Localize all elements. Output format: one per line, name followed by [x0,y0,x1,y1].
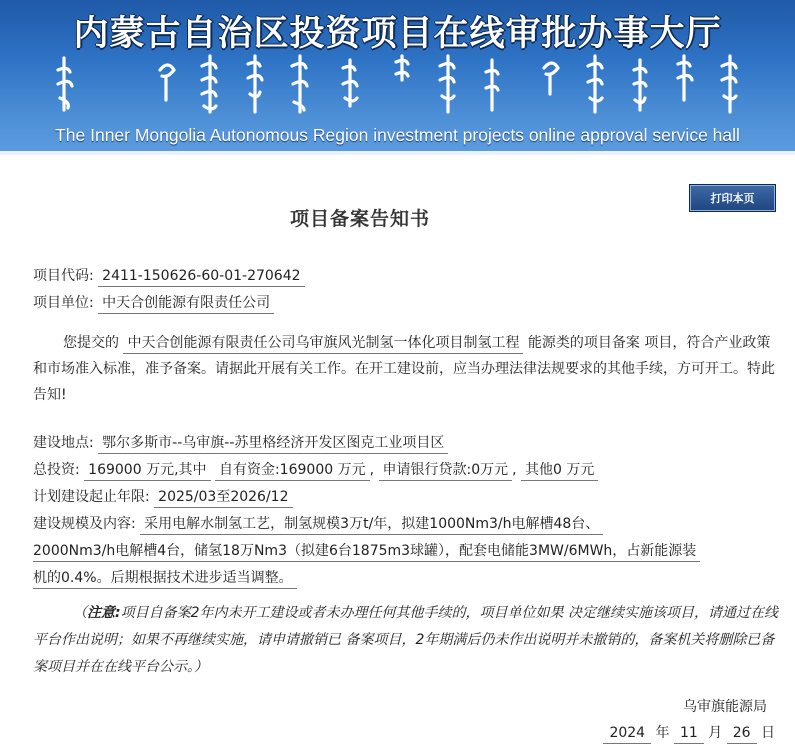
para-project-name: 中天合创能源有限责任公司乌审旗风光制氢一体化项目制氢工程 [123,333,523,354]
project-code-value: 2411-150626-60-01-270642 [98,266,304,287]
project-unit-label: 项目单位: [33,295,94,311]
approval-paragraph [33,330,778,408]
investment-label: 总投资: [33,462,80,478]
scale-value-line2: 2000Nm3/h电解槽4台，储氢18万Nm3（拟建6台1875m3球罐），配套电储能3MW/6MWh，占新能源装 [33,541,700,562]
date-day-unit: 日 [761,725,775,741]
notice-label: 注意: [87,605,121,621]
scale-row-1 [33,513,603,535]
date-day: 26 [727,723,757,744]
period-row [33,486,293,508]
date-month: 11 [674,723,704,744]
investment-value: 169000 万元,其中 [84,460,210,481]
period-value: 2025/03至2026/12 [154,487,292,508]
document-title: 项目备案告知书 [289,208,430,230]
project-code-label: 项目代码: [33,268,94,284]
para-category: 能源类的项目备案 [527,335,640,351]
other-funds-value: 其他0 万元 [521,460,598,481]
mongolian-script-logo [50,50,750,120]
location-value: 鄂尔多斯市--乌审旗--苏里格经济开发区图克工业项目区 [98,433,448,454]
scale-row-2 [33,541,700,562]
scale-value-line3: 机的0.4%。后期根据技术进步适当调整。 [33,568,297,589]
project-unit-value: 中天合创能源有限责任公司 [98,293,274,314]
date-year: 2024 [603,723,651,744]
scale-label: 建设规模及内容: [33,516,136,532]
print-button[interactable]: 打印本页 [689,184,776,212]
issue-date [603,722,775,744]
location-label: 建设地点: [33,435,94,451]
header-banner [0,0,795,155]
location-row [33,432,448,454]
investment-row: 总投资: 169000 万元,其中 自有资金:169000 万元 , 申请银行贷款:0万元 , 其他0 万元 [33,459,598,481]
project-unit-row [33,292,274,314]
period-label: 计划建设起止年限: [33,489,150,505]
notice-text: 项目自备案2年内未开工建设或者未办理任何其他手续的，项目单位如果 决定继续实施该项目，请通过在线平台作出说明；如果不再继续实施，请申请撤销已 备案项目，2年期满后仍未作出说明并未撤销的，备案机关将删除已备案项目并在在线平台公示。） [33,605,778,675]
issuer-name: 乌审旗能源局 [683,699,767,715]
para-suffix: 项目，符合产业政策和市场准入标准，准予备案。请据此开展有关工作。在开工建设前，应当办理法律法规要求的其他手续，方可开工。特此告知! [33,335,775,403]
notice-paragraph: （注意:项目自备案2年内未开工建设或者未办理任何其他手续的，项目单位如果 决定继续实施该项目，请通过在线平台作出说明；如果不再继续实施，请申请撤销已 备案项目，2年期满后仍未作出说明并未撤销的，备案机关将删除已备案项目并在在线平台公示。） [33,605,778,675]
banner-subtitle: The Inner Mongolia Autonomous Region investment projects online approval service hall [55,125,740,145]
date-year-unit: 年 [655,725,670,741]
project-code-row [33,265,305,287]
date-month-unit: 月 [708,725,723,741]
para-prefix: 您提交的 [63,335,119,351]
banner-title: 内蒙古自治区投资项目在线审批办事大厅 [73,13,722,54]
own-funds-value: 自有资金:169000 万元 [215,460,370,481]
scale-row-3 [33,568,297,589]
scale-value-line1: 采用电解水制氢工艺，制氢规模3万t/年，拟建1000Nm3/h电解槽48台、 [140,514,603,535]
bank-loan-value: 申请银行贷款:0万元 [379,460,513,481]
